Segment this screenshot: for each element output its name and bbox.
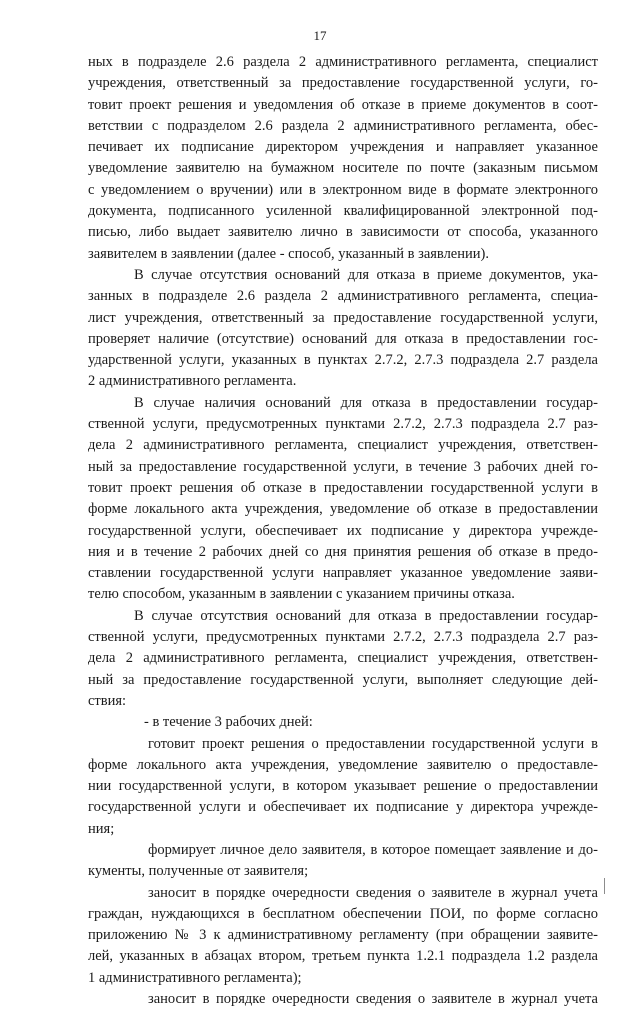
text-line: В случае отсутствия оснований для отказа в приеме документов, ука-: [134, 266, 598, 283]
text-line: лист учреждения, ответственный за предоставление государственной услуги,: [88, 309, 598, 326]
text-line: государственной услуги, обеспечивает их подписание у директора учрежде-: [88, 522, 598, 539]
paragraph: [88, 712, 598, 733]
text-line: 1 административного регламента);: [88, 969, 302, 986]
paragraph: [88, 840, 598, 883]
text-line: заносит в порядке очередности сведения о заявителе в журнал учета: [148, 991, 598, 1008]
text-line: ветствии с подразделом 2.6 раздела 2 административного регламента, обес-: [88, 117, 598, 134]
text-line: приложению № 3 к административному регламенту (при обращении заявите-: [88, 927, 598, 944]
text-line: товит проект решения и уведомления об отказе в приеме документов в соот-: [88, 96, 598, 113]
paragraph: [88, 989, 598, 1010]
text-line: занных в подразделе 2.6 раздела 2 административного регламента, специа-: [88, 288, 598, 305]
text-line: ния;: [88, 820, 115, 837]
text-line: телю способом, указанным в заявлении с указанием причины отказа.: [88, 586, 515, 603]
text-line: готовит проект решения о предоставлении государственной услуги в: [148, 735, 598, 752]
text-line: уведомление заявителю на бумажном носителе по почте (заказным письмом: [88, 160, 598, 177]
text-line: ния и в течение 2 рабочих дней со дня принятия решения об отказе в предо-: [88, 543, 598, 560]
text-line: лей, указанных в абзацах втором, третьем пункта 1.2.1 подраздела 1.2 раздела: [88, 948, 598, 965]
text-line: ственной услуги, предусмотренных пунктами 2.7.2, 2.7.3 подраздела 2.7 раз-: [88, 416, 598, 433]
paragraph: [88, 265, 598, 393]
paragraph: [88, 883, 598, 989]
paragraph: [88, 734, 598, 840]
text-line: дела 2 административного регламента, специалист учреждения, ответствен-: [88, 650, 598, 667]
text-line: 2 административного регламента.: [88, 373, 297, 390]
text-line: ный за предоставление государственной услуги, в течение 3 рабочих дней го-: [88, 458, 598, 475]
text-line: В случае отсутствия оснований для отказа в предоставлении государ-: [134, 607, 598, 624]
paragraph: [88, 52, 598, 265]
text-line: дела 2 административного регламента, специалист учреждения, ответствен-: [88, 437, 598, 454]
text-line: печивает их подписание директором учреждения и направляет указанное: [88, 139, 598, 156]
paragraph: [88, 606, 598, 712]
text-line: товит проект решения об отказе в предоставлении государственной услуги в: [88, 479, 598, 496]
paragraph: [88, 393, 598, 606]
text-line: формирует личное дело заявителя, в которое помещает заявление и до-: [148, 841, 598, 858]
text-line: проверяет наличие (отсутствие) оснований для отказа в предоставлении гос-: [88, 330, 598, 347]
text-line: ставлении государственной услуги направляет указанное уведомление заяви-: [88, 565, 598, 582]
text-line: ственной услуги, предусмотренных пунктами 2.7.2, 2.7.3 подраздела 2.7 раз-: [88, 629, 598, 646]
text-line: нии государственной услуги, в котором указывает решение о предоставлении: [88, 778, 598, 795]
text-line: В случае наличия оснований для отказа в предоставлении государ-: [134, 394, 598, 411]
text-line: ударственной услуги, указанных в пунктах 2.7.2, 2.7.3 подраздела 2.7 раздела: [88, 352, 598, 369]
text-line: форме локального акта учреждения, уведомление заявителю о предоставле-: [88, 756, 598, 773]
text-line: граждан, нуждающихся в бесплатном обеспечении ПОИ, по форме согласно: [88, 905, 598, 922]
margin-mark: [604, 878, 605, 894]
text-line: форме локального акта учреждения, уведомление об отказе в предоставлении: [88, 501, 598, 518]
text-line: кументы, полученные от заявителя;: [88, 863, 309, 880]
text-line: ный за предоставление государственной услуги, выполняет следующие дей-: [88, 671, 598, 688]
text-line: с уведомлением о вручении) или в электронном виде в формате электронного: [88, 181, 598, 198]
text-line: - в течение 3 рабочих дней:: [144, 714, 313, 731]
text-line: писью, либо выдает заявителю лично в зависимости от способа, указанного: [88, 224, 598, 241]
text-line: учреждения, ответственный за предоставление государственной услуги, го-: [88, 75, 598, 92]
page-number: 17: [313, 28, 327, 43]
text-line: заявителем в заявлении (далее - способ, указанный в заявлении).: [88, 245, 489, 262]
text-line: ствия:: [88, 692, 127, 709]
text-line: ных в подразделе 2.6 раздела 2 административного регламента, специалист: [88, 54, 598, 70]
text-line: заносит в порядке очередности сведения о заявителе в журнал учета: [148, 884, 598, 901]
text-line: государственной услуги и обеспечивает их подписание у директора учрежде-: [88, 799, 598, 816]
document-body: [88, 52, 598, 1010]
text-line: документа, подписанного усиленной квалифицированной электронной под-: [88, 203, 598, 220]
